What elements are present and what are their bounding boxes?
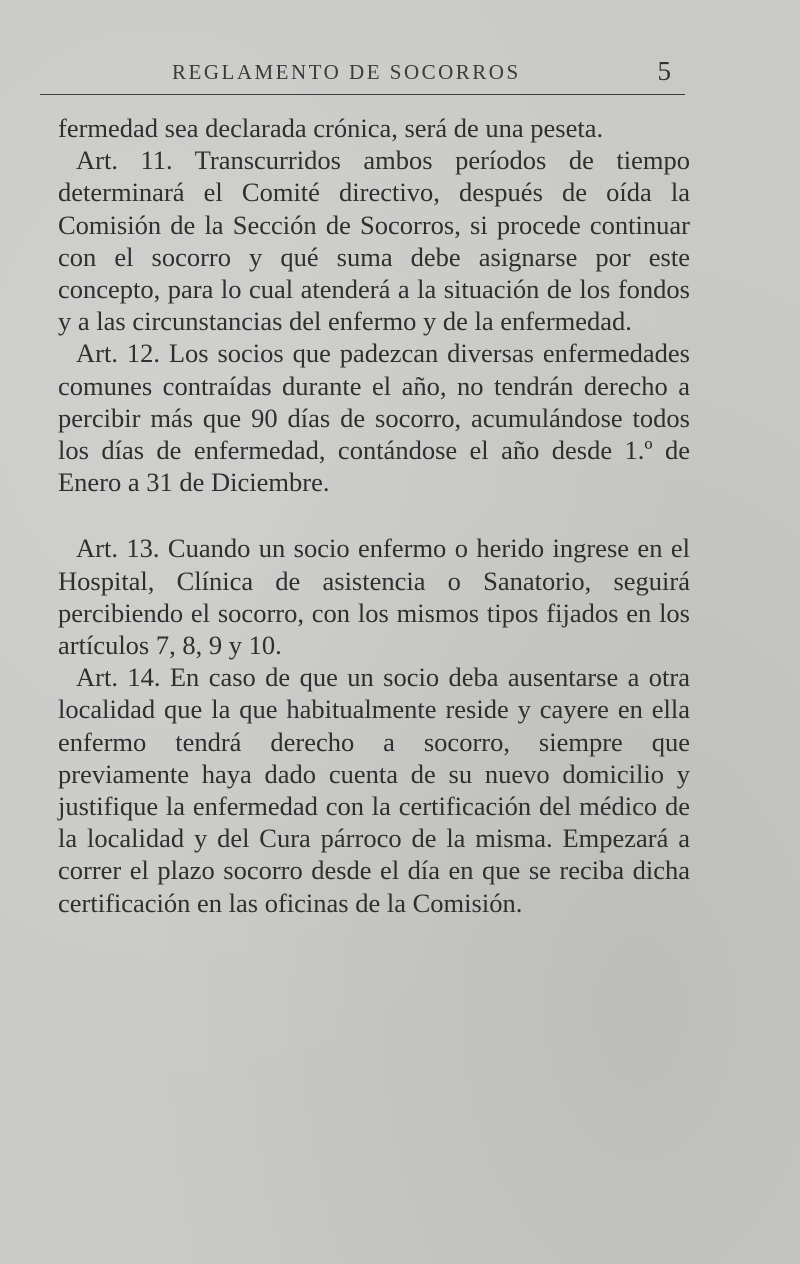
page-number: 5 [657, 56, 671, 86]
article-12: Art. 12. Los socios que padezcan diversas enfermedades comunes contraídas durante el año, no tendrán derecho a percibir más que 90 días de socorro, acumulándose todos los días de enfermedad, contándose el año desde 1.º de Enero a 31 de Diciembre. [58, 338, 690, 498]
body-text [58, 112, 690, 919]
article-13: Art. 13. Cuando un socio enfermo o herido ingrese en el Hospital, Clínica de asistencia o Sanatorio, seguirá percibiendo el socorro, con los mismos tipos fijados en los artículos 7, 8, 9 y 10. [58, 533, 690, 661]
running-header [40, 58, 685, 95]
header-title: REGLAMENTO DE SOCORROS [172, 60, 521, 84]
paragraph-continuation: fermedad sea declarada crónica, será de una peseta. [58, 113, 604, 143]
article-11: Art. 11. Transcurridos ambos períodos de tiempo determinará el Comité directivo, después de oída la Comisión de la Sección de Socorros, si procede continuar con el socorro y qué suma debe asignarse por este concepto, para lo cual atenderá a la situación de los fondos y a las circunstancias del enfermo y de la enfermedad. [58, 145, 690, 337]
article-14: Art. 14. En caso de que un socio deba ausentarse a otra localidad que la que habitualmente reside y cayere en ella enfermo tendrá derecho a socorro, siempre que previamente haya dado cuenta de su nuevo domicilio y justifique la enfermedad con la certificación del médico de la localidad y del Cura párroco de la misma. Empezará a correr el plazo socorro desde el día en que se reciba dicha certificación en las oficinas de la Comisión. [58, 662, 690, 918]
